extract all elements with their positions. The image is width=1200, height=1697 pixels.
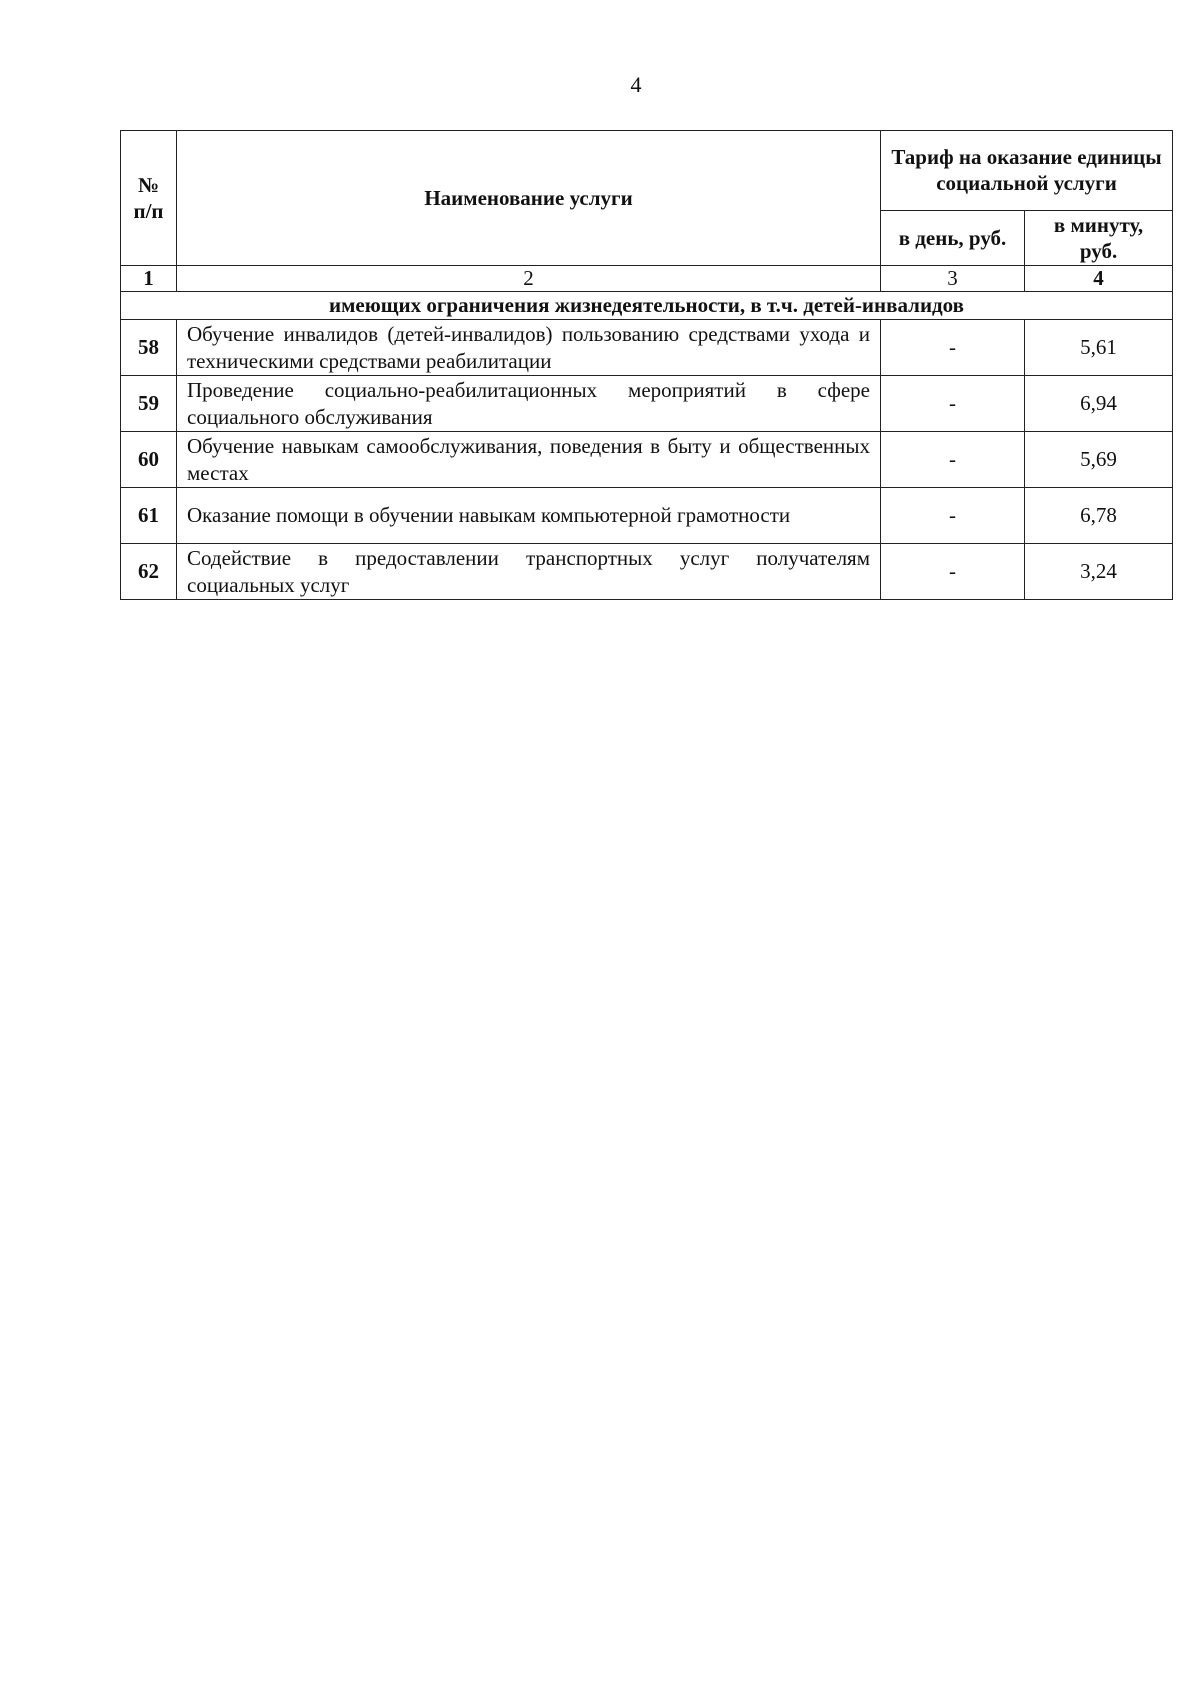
column-number: 3 bbox=[881, 266, 1025, 292]
section-row bbox=[121, 292, 1173, 320]
table-row bbox=[121, 488, 1173, 544]
service-name: Оказание помощи в обучении навыкам компьютерной грамотности bbox=[177, 488, 881, 544]
tariff-table bbox=[120, 130, 1173, 600]
header-per-day: в день, руб. bbox=[881, 210, 1025, 265]
table-row bbox=[121, 320, 1173, 376]
row-number: 60 bbox=[121, 432, 177, 488]
header-no: № п/п bbox=[121, 131, 177, 266]
table-row bbox=[121, 432, 1173, 488]
table-row bbox=[121, 544, 1173, 600]
tariff-per-minute: 6,94 bbox=[1025, 376, 1173, 432]
row-number: 62 bbox=[121, 544, 177, 600]
column-number: 1 bbox=[121, 266, 177, 292]
tariff-per-minute: 5,69 bbox=[1025, 432, 1173, 488]
tariff-per-day: - bbox=[881, 376, 1025, 432]
row-number: 58 bbox=[121, 320, 177, 376]
service-name: Содействие в предоставлении транспортных услуг получателям социальных услуг bbox=[177, 544, 881, 600]
column-number: 4 bbox=[1025, 266, 1173, 292]
table-row bbox=[121, 376, 1173, 432]
header-name: Наименование услуги bbox=[177, 131, 881, 266]
tariff-per-day: - bbox=[881, 544, 1025, 600]
column-number-row bbox=[121, 266, 1173, 292]
service-name: Обучение инвалидов (детей-инвалидов) пользованию средствами ухода и техническими средствами реабилитации bbox=[177, 320, 881, 376]
page-number: 4 bbox=[630, 72, 642, 97]
row-number: 61 bbox=[121, 488, 177, 544]
header-tariff: Тариф на оказание единицы социальной услуги bbox=[881, 131, 1173, 211]
tariff-per-minute: 6,78 bbox=[1025, 488, 1173, 544]
tariff-per-day: - bbox=[881, 488, 1025, 544]
row-number: 59 bbox=[121, 376, 177, 432]
header-per-minute: в минуту, руб. bbox=[1025, 210, 1173, 265]
tariff-per-day: - bbox=[881, 320, 1025, 376]
column-number: 2 bbox=[177, 266, 881, 292]
section-title: имеющих ограничения жизнедеятельности, в т.ч. детей-инвалидов bbox=[121, 292, 1173, 320]
tariff-per-day: - bbox=[881, 432, 1025, 488]
tariff-per-minute: 5,61 bbox=[1025, 320, 1173, 376]
tariff-per-minute: 3,24 bbox=[1025, 544, 1173, 600]
service-name: Обучение навыкам самообслуживания, поведения в быту и общественных местах bbox=[177, 432, 881, 488]
service-name: Проведение социально-реабилитационных мероприятий в сфере социального обслуживания bbox=[177, 376, 881, 432]
